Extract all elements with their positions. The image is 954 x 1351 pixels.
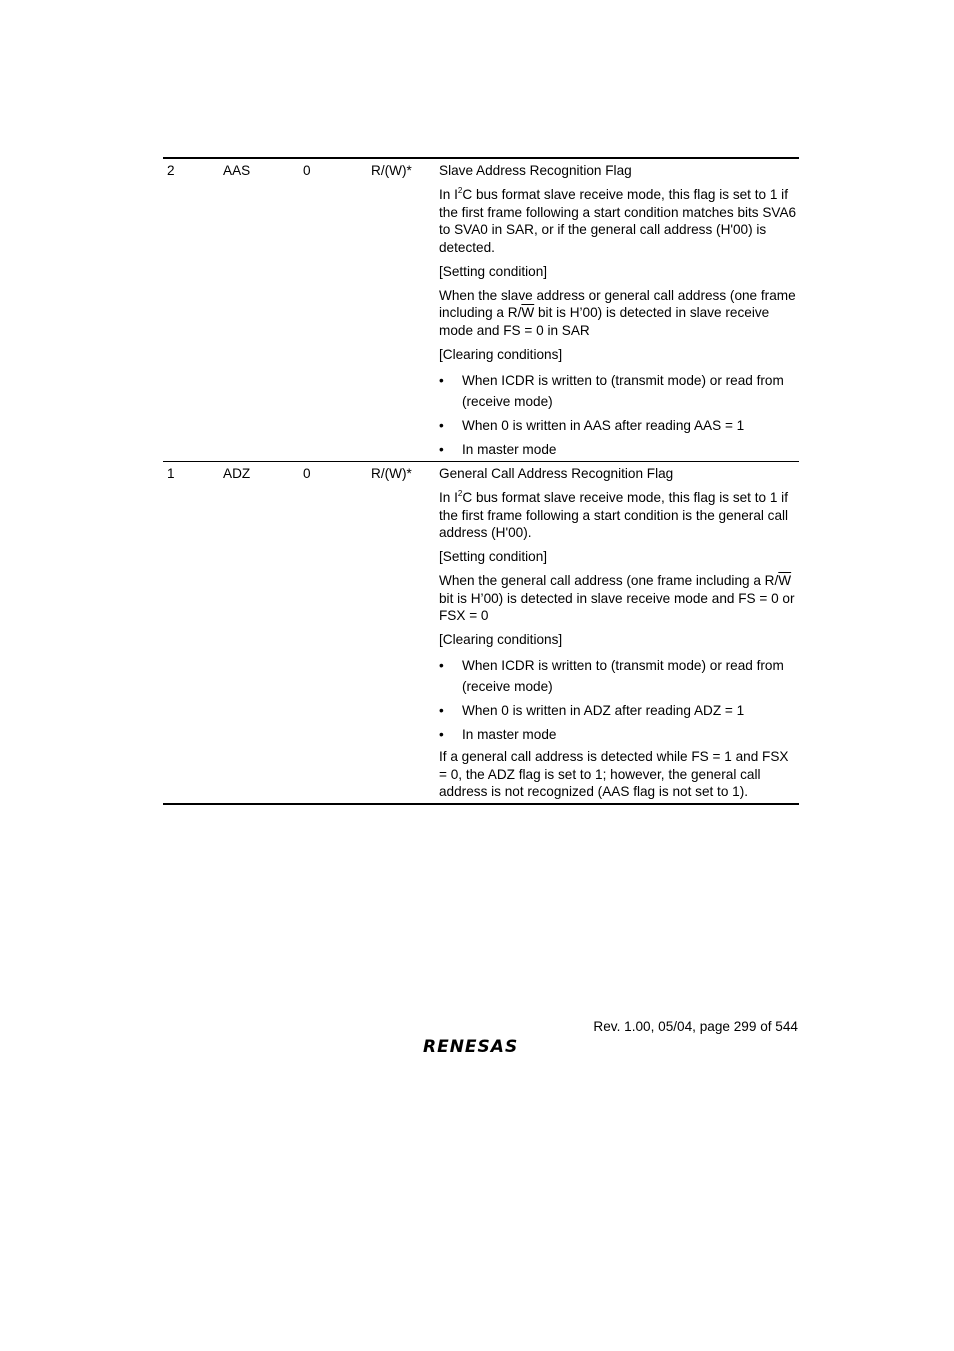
bit-name: AAS: [223, 163, 251, 178]
read-write: R/(W)*: [371, 163, 412, 178]
initial-value: 0: [303, 163, 311, 178]
list-item: • When ICDR is written to (transmit mode) or read from (receive mode): [439, 370, 799, 412]
setting-heading: [Setting condition]: [439, 549, 548, 564]
list-item: • When 0 is written in AAS after reading AAS = 1: [439, 415, 799, 436]
clearing-heading: [Clearing conditions]: [439, 632, 563, 647]
list-item: • When 0 is written in ADZ after reading ADZ = 1: [439, 700, 799, 721]
bullet-icon: •: [439, 372, 444, 388]
bullet-icon: •: [439, 703, 444, 718]
initial-value: 0: [303, 466, 311, 481]
renesas-logo: [421, 1034, 543, 1056]
bit-number: 1: [167, 466, 175, 481]
description-title: Slave Address Recognition Flag: [439, 163, 632, 178]
bullet-icon: •: [439, 441, 444, 457]
description-paragraph: In $I^2C$ bus format slave receive mode, this flag is set to 1 if the first frame following a start condition is the general call address (H'00).: [439, 489, 789, 540]
table-row-adz: [163, 462, 799, 803]
bit-description: [439, 465, 799, 807]
list-item: • In master mode: [439, 724, 799, 745]
description-note: If a general call address is detected while FS = 1 and FSX = 0, the ADZ flag is set to 1; however, the general call address is not recognized (AAS flag is not set to 1).: [439, 749, 789, 799]
bullet-icon: •: [439, 417, 444, 433]
register-bit-table: [163, 157, 799, 805]
page-footer-info: Rev. 1.00, 05/04, page 299 of 544: [593, 1019, 798, 1034]
svg-text:RENESAS: RENESAS: [423, 1037, 519, 1056]
bit-name: ADZ: [223, 466, 251, 481]
description-paragraph: In $I^2C$ bus format slave receive mode, this flag is set to 1 if the first frame following a start condition matches bits SVA6 to SVA0 in SAR, or if the general call address (H'00) is detected.: [439, 186, 797, 255]
bit-number: 2: [167, 163, 175, 178]
setting-condition: When the slave address or general call address (one frame including a $R/\overline{W}$ bit is H’00) is detected in slave receive mode and FS = 0 in SAR: [439, 287, 796, 338]
bullet-icon: •: [439, 727, 444, 742]
read-write: R/(W)*: [371, 466, 412, 481]
bit-description: [439, 162, 799, 463]
table-row-aas: [163, 159, 799, 461]
list-item: • When ICDR is written to (transmit mode) or read from (receive mode): [439, 655, 799, 697]
description-title: General Call Address Recognition Flag: [439, 466, 674, 481]
list-item: • In master mode: [439, 439, 799, 460]
setting-heading: [Setting condition]: [439, 263, 548, 279]
bullet-icon: •: [439, 658, 444, 673]
setting-condition: When the general call address (one frame including a $R/\overline{W}$ bit is H’00) is detected in slave receive mode and FS = 0 or FSX = 0: [439, 573, 795, 623]
clearing-heading: [Clearing conditions]: [439, 346, 563, 362]
